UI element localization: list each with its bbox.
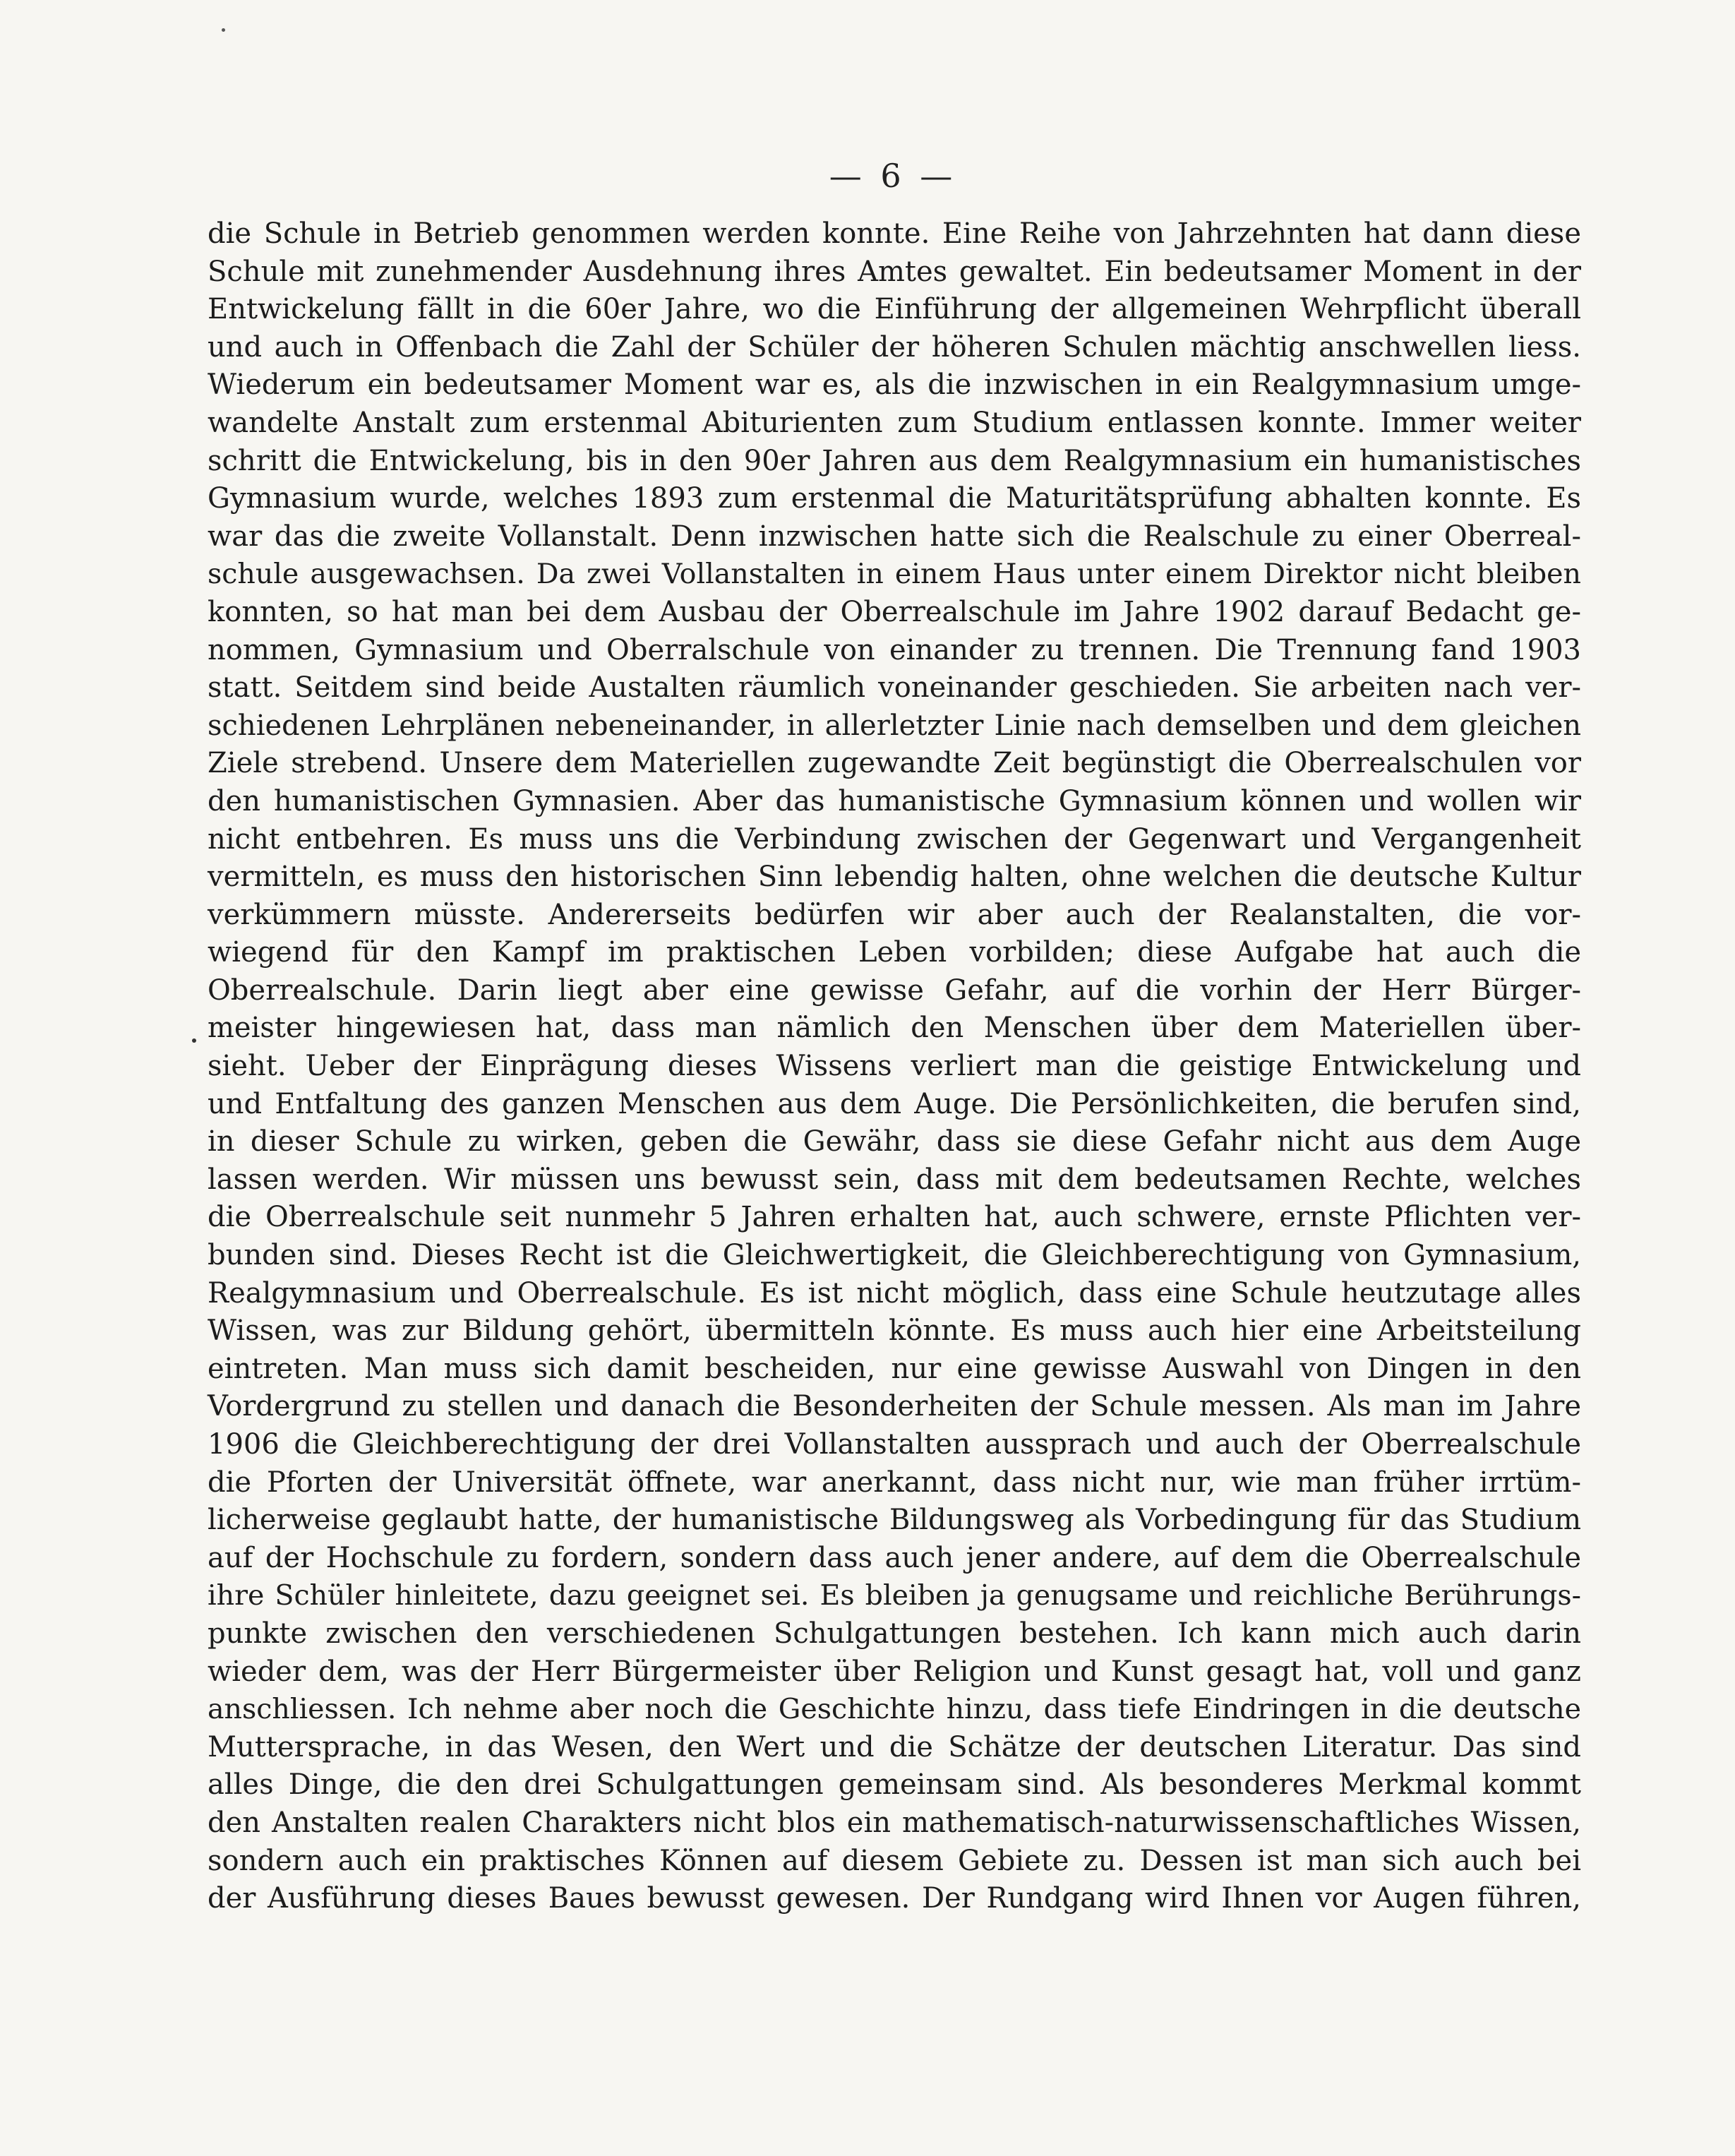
text-line: Vordergrund zu stellen und danach die Besonderheiten der Schule messen. Als man im Jahre (208, 1390, 1581, 1423)
text-line: die Schule in Betrieb genommen werden konnte. Eine Reihe von Jahrzehnten hat dann diese (208, 217, 1581, 250)
text-line: Realgymnasium und Oberrealschule. Es ist nicht möglich, dass eine Schule heutzutage alles (208, 1276, 1581, 1310)
text-line: und Entfaltung des ganzen Menschen aus dem Auge. Die Persönlichkeiten, die berufen sind, (208, 1087, 1581, 1120)
body-text (208, 215, 1581, 1918)
text-line: schiedenen Lehrplänen nebeneinander, in allerletzter Linie nach demselben und dem gleichen (208, 709, 1581, 742)
text-line: Ziele strebend. Unsere dem Materiellen zugewandte Zeit begünstigt die Oberrealschulen vor (208, 747, 1581, 780)
text-line: vermitteln, es muss den historischen Sinn lebendig halten, ohne welchen die deutsche Kultur (208, 861, 1581, 894)
text-line: anschliessen. Ich nehme aber noch die Geschichte hinzu, dass tiefe Eindringen in die deutsche (208, 1693, 1581, 1726)
text-line: schritt die Entwickelung, bis in den 90er Jahren aus dem Realgymnasium ein humanistisches (208, 444, 1581, 477)
text-line: ihre Schüler hinleitete, dazu geeignet sei. Es bleiben ja genugsame und reichliche Berührungs- (208, 1579, 1581, 1612)
text-line: wieder dem, was der Herr Bürgermeister über Religion und Kunst gesagt hat, voll und ganz (208, 1655, 1581, 1688)
text-line: bunden sind. Dieses Recht ist die Gleichwertigkeit, die Gleichberechtigung von Gymnasium, (208, 1239, 1581, 1272)
text-line: den Anstalten realen Charakters nicht blos ein mathematisch-naturwissenschaftliches Wissen, (208, 1806, 1581, 1839)
text-line: Entwickelung fällt in die 60er Jahre, wo die Einführung der allgemeinen Wehrpflicht überall (208, 293, 1581, 326)
text-line: und auch in Offenbach die Zahl der Schüler der höheren Schulen mächtig anschwellen liess. (208, 330, 1581, 364)
text-line: Oberrealschule. Darin liegt aber eine gewisse Gefahr, auf die vorhin der Herr Bürger- (208, 974, 1581, 1007)
page-number: — 6 — (829, 157, 957, 195)
text-line: Schule mit zunehmender Ausdehnung ihres Amtes gewaltet. Ein bedeutsamer Moment in der (208, 255, 1581, 288)
text-line: Wissen, was zur Bildung gehört, übermitteln könnte. Es muss auch hier eine Arbeitsteilung (208, 1314, 1581, 1348)
text-line: in dieser Schule zu wirken, geben die Gewähr, dass sie diese Gefahr nicht aus dem Auge (208, 1125, 1581, 1158)
text-line: wiegend für den Kampf im praktischen Leben vorbilden; diese Aufgabe hat auch die (208, 936, 1581, 969)
text-line: Wiederum ein bedeutsamer Moment war es, als die inzwischen in ein Realgymnasium umge- (208, 369, 1581, 402)
text-line: eintreten. Man muss sich damit bescheiden, nur eine gewisse Auswahl von Dingen in den (208, 1352, 1581, 1385)
text-line: Gymnasium wurde, welches 1893 zum erstenmal die Maturitätsprüfung abhalten konnte. Es (208, 482, 1581, 515)
text-line: meister hingewiesen hat, dass man nämlich den Menschen über dem Materiellen über- (208, 1012, 1581, 1045)
text-line: verkümmern müsste. Andererseits bedürfen wir aber auch der Realanstalten, die vor- (208, 898, 1581, 931)
text-line: nicht entbehren. Es muss uns die Verbindung zwischen der Gegenwart und Vergangenheit (208, 822, 1581, 856)
text-line: auf der Hochschule zu fordern, sondern dass auch jener andere, auf dem die Oberrealschule (208, 1541, 1581, 1574)
text-line: die Pforten der Universität öffnete, war anerkannt, dass nicht nur, wie man früher irrtüm- (208, 1466, 1581, 1499)
text-line: 1906 die Gleichberechtigung der drei Vollanstalten aussprach und auch der Oberrealschule (208, 1428, 1581, 1461)
text-line: konnten, so hat man bei dem Ausbau der Oberrealschule im Jahre 1902 darauf Bedacht ge- (208, 595, 1581, 628)
text-line: war das die zweite Vollanstalt. Denn inzwischen hatte sich die Realschule zu einer Oberreal- (208, 520, 1581, 553)
text-line: Muttersprache, in das Wesen, den Wert und die Schätze der deutschen Literatur. Das sind (208, 1730, 1581, 1763)
text-line: statt. Seitdem sind beide Austalten räumlich voneinander geschieden. Sie arbeiten nach ver- (208, 671, 1581, 705)
text-line: lassen werden. Wir müssen uns bewusst sein, dass mit dem bedeutsamen Rechte, welches (208, 1163, 1581, 1196)
text-line: die Oberrealschule seit nunmehr 5 Jahren erhalten hat, auch schwere, ernste Pflichten ver- (208, 1201, 1581, 1234)
text-line: der Ausführung dieses Baues bewusst gewesen. Der Rundgang wird Ihnen vor Augen führen, (208, 1882, 1581, 1915)
text-line: wandelte Anstalt zum erstenmal Abiturienten zum Studium entlassen konnte. Immer weiter (208, 406, 1581, 439)
text-line: schule ausgewachsen. Da zwei Vollanstalten in einem Haus unter einem Direktor nicht bleiben (208, 558, 1581, 591)
text-line: sondern auch ein praktisches Können auf diesem Gebiete zu. Dessen ist man sich auch bei (208, 1844, 1581, 1877)
text-line: sieht. Ueber der Einprägung dieses Wissens verliert man die geistige Entwickelung und (208, 1050, 1581, 1083)
margin-mark (192, 1038, 196, 1043)
text-line: licherweise geglaubt hatte, der humanistische Bildungsweg als Vorbedingung für das Studium (208, 1504, 1581, 1537)
text-line: den humanistischen Gymnasien. Aber das humanistische Gymnasium können und wollen wir (208, 784, 1581, 818)
text-line: alles Dinge, die den drei Schulgattungen gemeinsam sind. Als besonderes Merkmal kommt (208, 1768, 1581, 1802)
text-line: punkte zwischen den verschiedenen Schulgattungen bestehen. Ich kann mich auch darin (208, 1617, 1581, 1650)
text-line: nommen, Gymnasium und Oberralschule von einander zu trennen. Die Trennung fand 1903 (208, 633, 1581, 666)
scan-speck (222, 28, 225, 32)
